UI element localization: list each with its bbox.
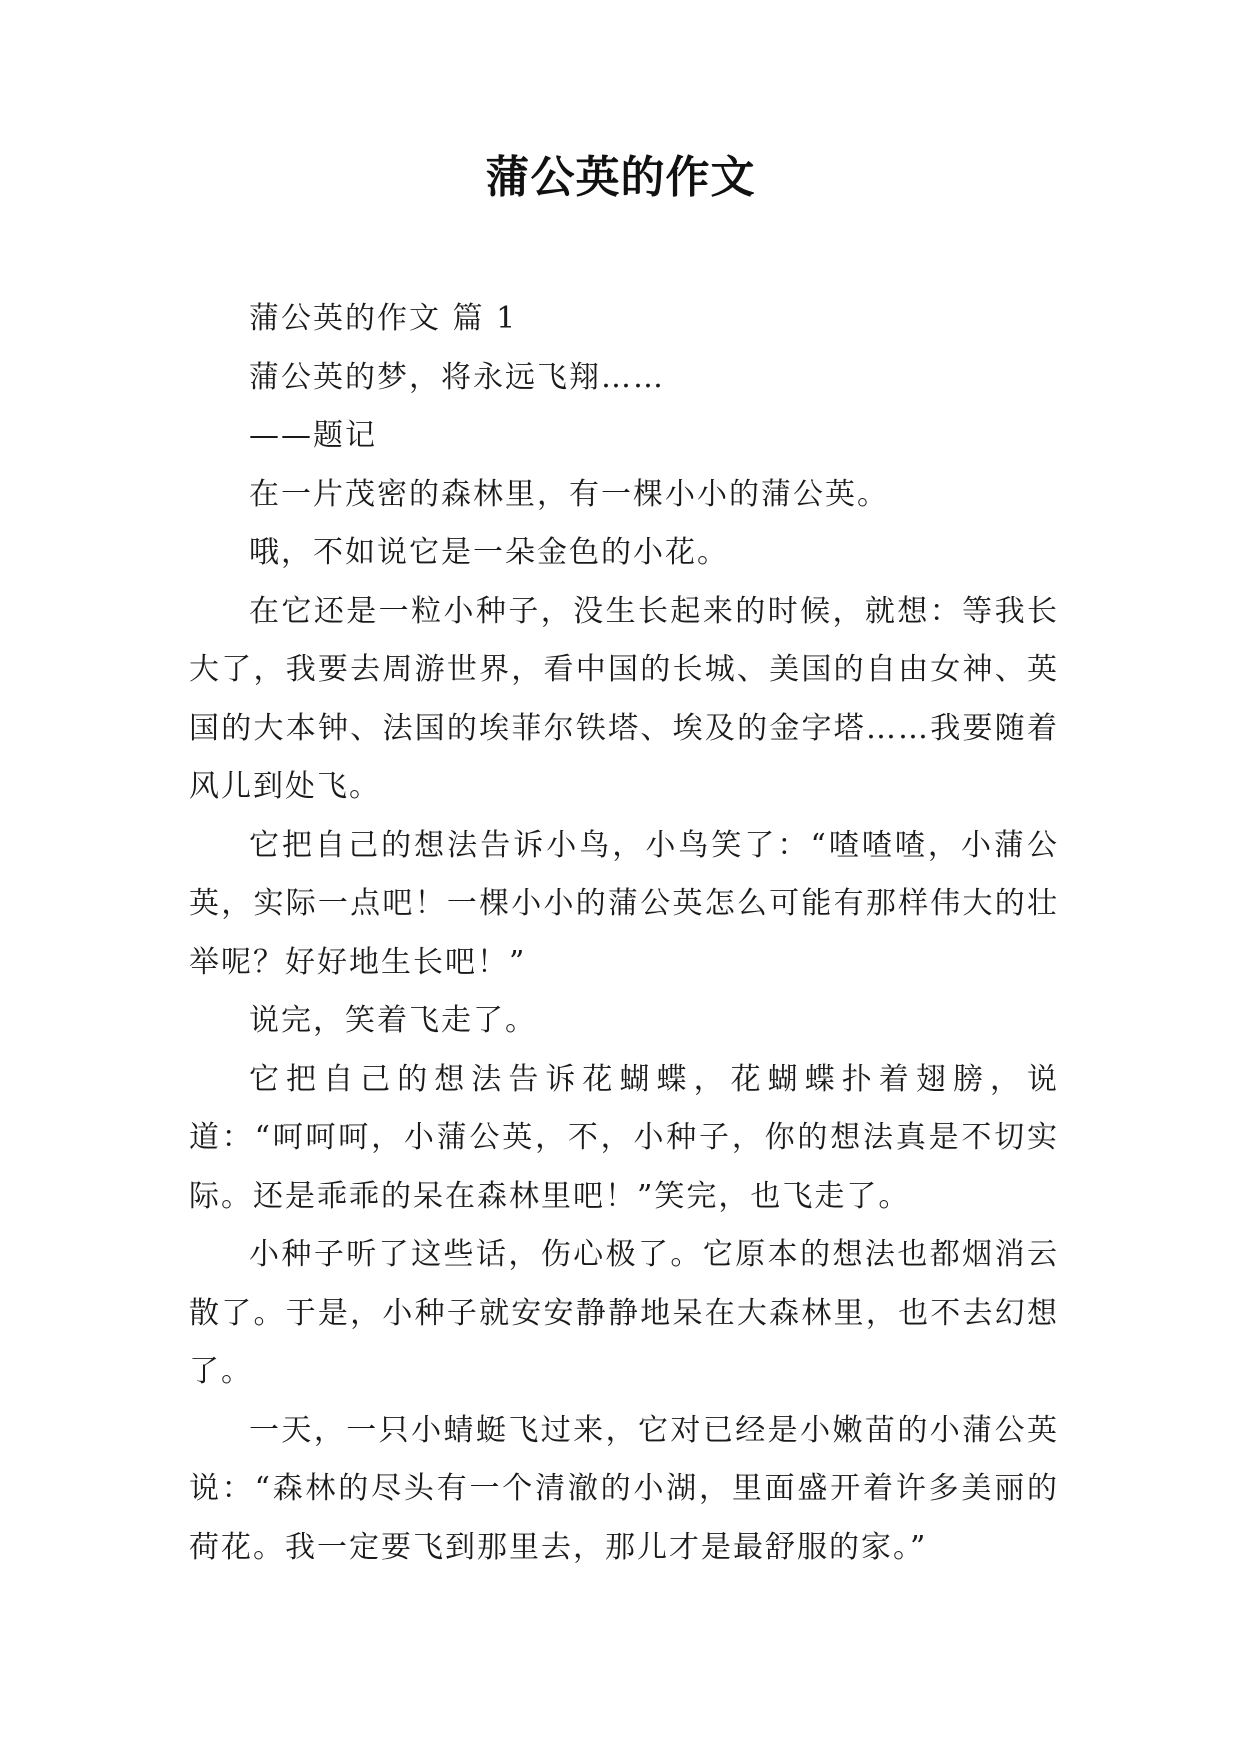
paragraph: 说完，笑着飞走了。 bbox=[249, 1003, 537, 1038]
paragraph: 它把自己的想法告诉小鸟，小鸟笑了：“喳喳喳，小蒲公英，实际一点吧！一棵小小的蒲公英怎么可能有那样伟大的壮举呢？好好地生长吧！” bbox=[189, 827, 1059, 980]
paragraph: 在一片茂密的森林里，有一棵小小的蒲公英。 bbox=[249, 476, 889, 512]
paragraph: 哦，不如说它是一朵金色的小花。 bbox=[249, 535, 729, 570]
paragraph: 在它还是一粒小种子，没生长起来的时候，就想：等我长大了，我要去周游世界，看中国的长城、美国的自由女神、英国的大本钟、法国的埃菲尔铁塔、埃及的金字塔……我要随着风儿到处飞。 bbox=[189, 593, 1059, 804]
document-title: 蒲公英的作文 bbox=[485, 152, 756, 203]
paragraph: 它把自己的想法告诉花蝴蝶，花蝴蝶扑着翅膀，说道：“呵呵呵，小蒲公英，不，小种子，你的想法真是不切实际。还是乖乖的呆在森林里吧！”笑完，也飞走了。 bbox=[189, 1061, 1059, 1214]
document-body bbox=[189, 290, 1059, 1577]
paragraph: ——题记 bbox=[249, 418, 377, 453]
paragraph: 小种子听了这些话，伤心极了。它原本的想法也都烟消云散了。于是，小种子就安安静静地呆在大森林里，也不去幻想了。 bbox=[189, 1237, 1059, 1389]
paragraph: 一天，一只小蜻蜓飞过来，它对已经是小嫩苗的小蒲公英说：“森林的尽头有一个清澈的小湖，里面盛开着许多美丽的荷花。我一定要飞到那里去，那儿才是最舒服的家。” bbox=[189, 1412, 1059, 1565]
paragraph: 蒲公英的作文 篇 1 bbox=[249, 301, 518, 336]
paragraph: 蒲公英的梦，将永远飞翔…… bbox=[249, 359, 665, 395]
